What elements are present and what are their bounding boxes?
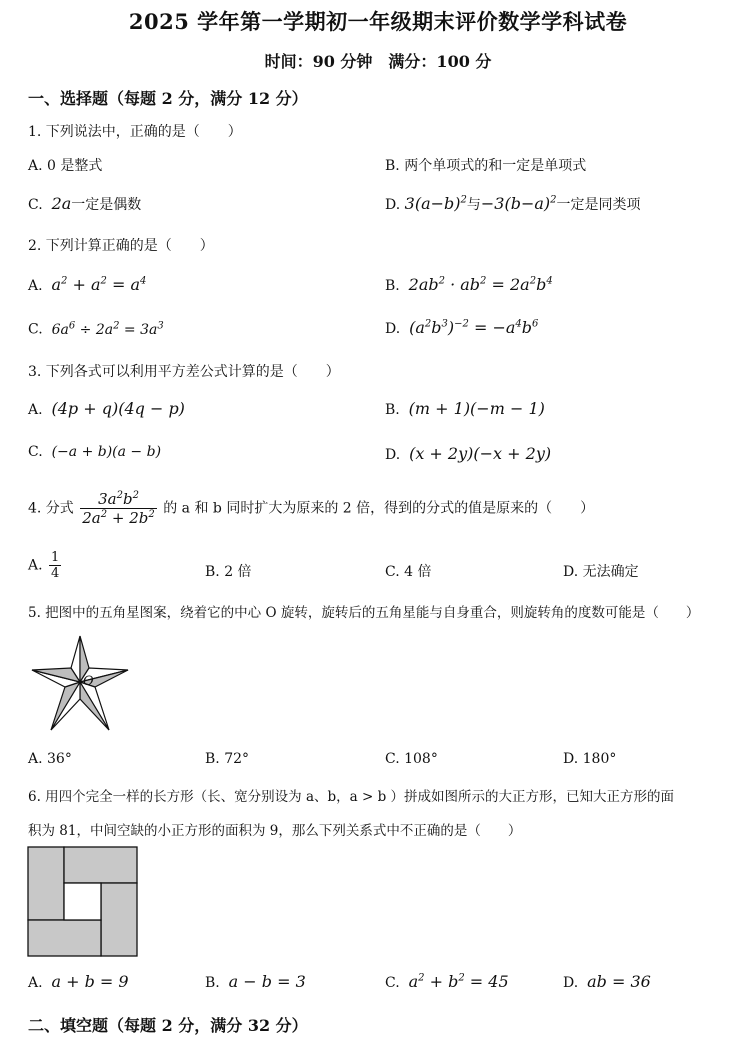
q1-option-c: C. 2a一定是偶数 [28, 194, 142, 213]
q3-option-b: B. (m + 1)(−m − 1) [385, 399, 545, 418]
question-3-stem: 3. 下列各式可以利用平方差公式计算的是（ ） [28, 364, 340, 380]
q2-option-c: C. $6a^6 \div 2a^2 = 3a^3$ [28, 320, 164, 338]
q4-option-b: B. 2 倍 [205, 564, 252, 580]
question-4-stem: 4. 分式 $\frac{3a^2b^2}{2a^2 + 2b^2}$ 的 a 和 b 同时扩大为原来的 2 倍，得到的分式的值是原来的（ ） [28, 490, 595, 527]
question-1-stem: 1. 下列说法中，正确的是（ ） [28, 124, 242, 140]
section-heading-fill: 二、填空题（每题 2 分，满分 32 分） [28, 1016, 308, 1035]
q2-option-b: B. $2ab^2 \cdot ab^2 = 2a^2b^4$ [385, 275, 553, 294]
five-pointed-star-figure [28, 632, 132, 734]
q5-option-c: C. 108° [385, 751, 438, 767]
q1-option-b: B. 两个单项式的和一定是单项式 [385, 158, 587, 174]
q4-option-a: A. $\frac{1}{4}$ [28, 550, 60, 581]
exam-title: 2025 学年第一学期初一年级期末评价数学学科试卷 [128, 9, 628, 34]
four-rectangles-square-figure [27, 846, 139, 958]
q6-option-d: D. ab = 36 [563, 972, 651, 991]
q3-option-a: A. (4p + q)(4q − p) [28, 399, 185, 418]
q1-option-a: A. 0 是整式 [28, 158, 103, 174]
q4-option-c: C. 4 倍 [385, 564, 432, 580]
question-5-stem: 5. 把图中的五角星图案，绕着它的中心 O 旋转，旋转后的五角星能与自身重合，则旋转角的度数可能是（ ） [28, 605, 700, 621]
q1-option-d: D. $3(a-b)^2$与$-3(b-a)^2$一定是同类项 [385, 194, 641, 213]
q2-option-d: D. $(a^2b^3)^{-2} = -a^4b^6$ [385, 318, 539, 337]
q5-option-a: A. 36° [28, 751, 72, 767]
q6-option-c: C. $a^2 + b^2 = 45$ [385, 972, 509, 991]
q6-option-b: B. a − b = 3 [205, 972, 306, 991]
q5-option-b: B. 72° [205, 751, 250, 767]
q3-option-c: C. (−a + b)(a − b) [28, 444, 162, 460]
section-heading-choice: 一、选择题（每题 2 分，满分 12 分） [28, 89, 308, 108]
exam-subtitle: 时间：90 分钟 满分：100 分 [264, 52, 492, 71]
q4-option-d: D. 无法确定 [563, 564, 639, 580]
q6-option-a: A. a + b = 9 [28, 972, 129, 991]
star-center-label: O [83, 674, 94, 689]
question-2-stem: 2. 下列计算正确的是（ ） [28, 238, 214, 254]
question-6-stem-line-1: 6. 用四个完全一样的长方形（长、宽分别设为 a、b，a > b ）拼成如图所示的大正方形，已知大正方形的面 [28, 789, 675, 805]
q4-fraction: $\frac{3a^2b^2}{2a^2 + 2b^2}$ [82, 490, 155, 527]
q2-option-a: A. $a^2 + a^2 = a^4$ [28, 275, 147, 294]
question-6-stem-line-2: 积为 81，中间空缺的小正方形的面积为 9，那么下列关系式中不正确的是（ ） [28, 823, 522, 839]
q3-option-d: D. (x + 2y)(−x + 2y) [385, 444, 552, 463]
q5-option-d: D. 180° [563, 751, 617, 767]
